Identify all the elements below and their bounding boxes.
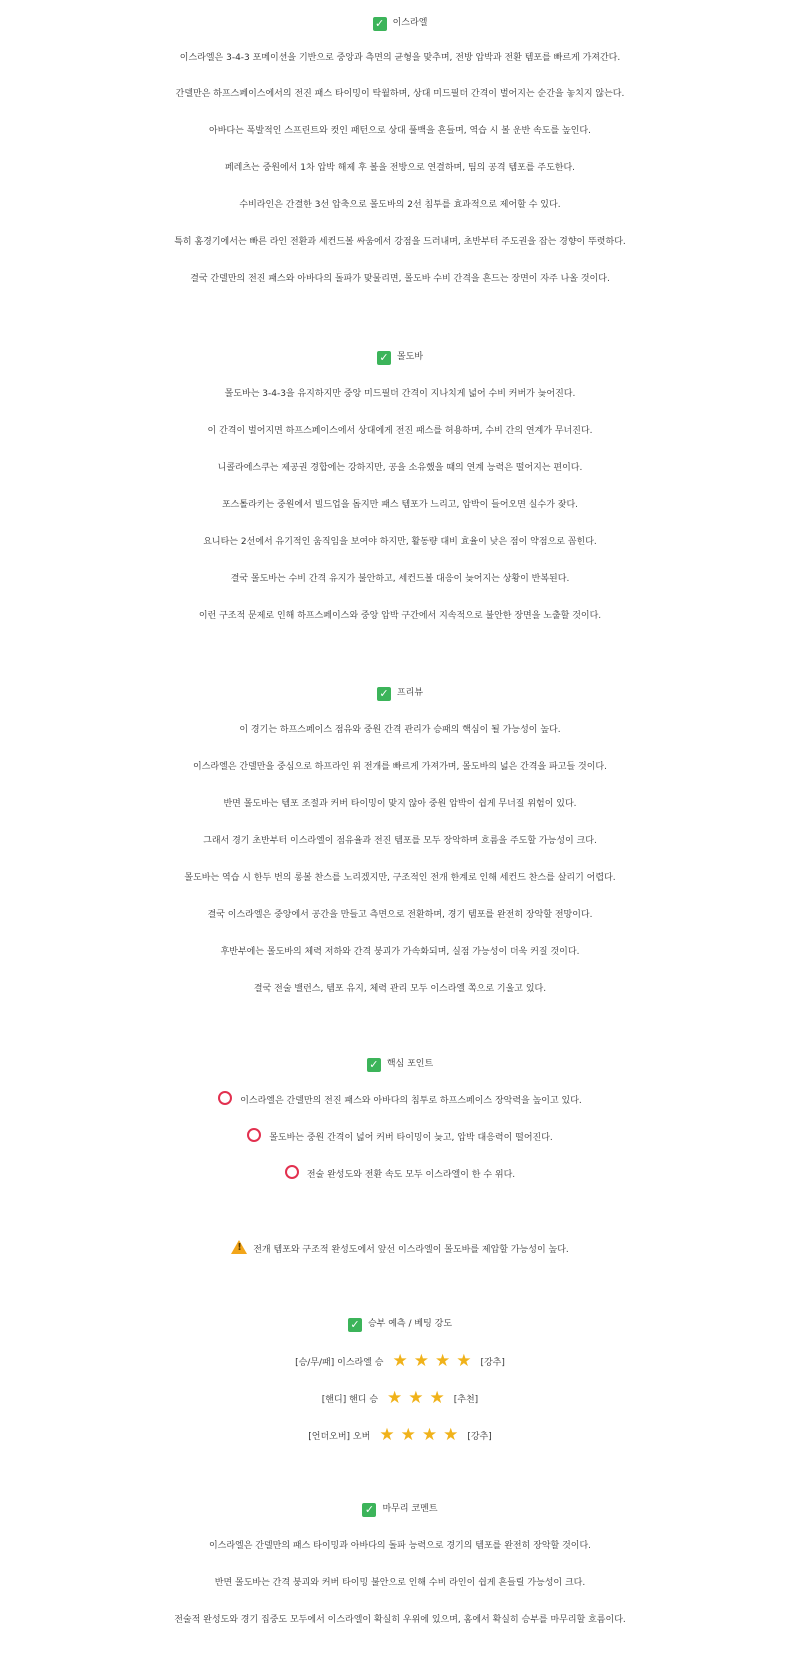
section-heading-prediction: ✓ 승부 예측 / 베팅 강도 (0, 1314, 800, 1334)
section-heading-israel: ✓ 이스라엘 (0, 13, 800, 33)
star-rating (384, 1388, 448, 1410)
paragraph-line: 니콜라에스쿠는 제공권 경합에는 강하지만, 공을 소유했을 때의 연계 능력은 떨어지는 편이다. (217, 463, 583, 473)
star-icon: ★ (387, 1388, 403, 1408)
star-icon: ★ (413, 1351, 429, 1371)
paragraph-line: 요니타는 2선에서 유기적인 움직임을 보여야 하지만, 활동량 대비 효율이 낮은 점이 약점으로 꼽힌다. (203, 537, 597, 547)
check-mark-icon: ✓ (362, 1503, 376, 1517)
list-item: 이스라엘은 간델만의 전진 패스와 아바다의 침투로 하프스페이스 장악력을 높이고 있다. (0, 1091, 800, 1111)
red-circle-icon (285, 1165, 299, 1179)
star-icon: ★ (429, 1388, 445, 1408)
star-icon: ★ (443, 1425, 459, 1445)
paragraph-line: 이스라엘은 3-4-3 포메이션을 기반으로 중앙과 측면의 균형을 맞추며, 전방 압박과 전환 템포를 빠르게 가져간다. (179, 53, 621, 63)
paragraph-line: 이스라엘은 간델만의 패스 타이밍과 아바다의 돌파 능력으로 경기의 템포를 완전히 장악할 것이다. (208, 1541, 592, 1551)
warning-line: !전개 템포와 구조적 완성도에서 앞선 이스라엘이 몰도바를 제압할 가능성이 높다. (0, 1240, 800, 1260)
paragraph-line: 결국 전술 밸런스, 템포 유지, 체력 관리 모두 이스라엘 쪽으로 기울고 있다. (253, 984, 547, 994)
check-mark-icon: ✓ (377, 687, 391, 701)
paragraph-line: 아바다는 폭발적인 스프린트와 컷인 패턴으로 상대 풀백을 흔들며, 역습 시 볼 운반 속도를 높인다. (209, 126, 591, 136)
paragraph-line: 반면 몰도바는 템포 조절과 커버 타이밍이 맞지 않아 중원 압박이 쉽게 무너질 위험이 있다. (223, 799, 577, 809)
prediction-label: [언더오버] 오버 (308, 1432, 371, 1442)
paragraph-line: 결국 몰도바는 수비 간격 유지가 불안하고, 세컨드볼 대응이 늦어지는 상황이 반복된다. (230, 574, 570, 584)
star-icon: ★ (456, 1351, 472, 1371)
star-icon: ★ (421, 1425, 438, 1445)
prediction-row (0, 1425, 800, 1445)
prediction-grade: [강추] (467, 1432, 492, 1442)
prediction-grade: [추천] (453, 1395, 479, 1405)
paragraph-line: 이런 구조적 문제로 인해 하프스페이스와 중앙 압박 구간에서 지속적으로 불안한 장면을 노출할 것이다. (198, 611, 602, 621)
paragraph-line: 결국 간델만의 전진 패스와 아바다의 돌파가 맞물리면, 몰도바 수비 간격을 흔드는 장면이 자주 나올 것이다. (190, 274, 610, 284)
prediction-row (0, 1388, 800, 1408)
paragraph-line: 특히 홈경기에서는 빠른 라인 전환과 세컨드볼 싸움에서 강점을 드러내며, 초반부터 주도권을 잡는 경향이 뚜렷하다. (174, 237, 626, 247)
star-icon: ★ (379, 1425, 395, 1445)
check-mark-icon: ✓ (377, 351, 391, 365)
star-icon: ★ (400, 1425, 416, 1445)
paragraph-line: 포스톨라키는 중원에서 빌드업을 돕지만 패스 템포가 느리고, 압박이 들어오면 실수가 잦다. (221, 500, 578, 510)
paragraph-line: 반면 몰도바는 간격 붕괴와 커버 타이밍 불안으로 인해 수비 라인이 쉽게 흔들릴 가능성이 크다. (214, 1578, 586, 1588)
star-rating (389, 1351, 474, 1373)
paragraph-line: 페레츠는 중원에서 1차 압박 해제 후 볼을 전방으로 연결하며, 팀의 공격 템포를 주도한다. (224, 163, 576, 173)
prediction-label: [승/무/패] 이스라엘 승 (295, 1358, 384, 1368)
section-heading-preview: ✓ 프리뷰 (0, 683, 800, 703)
prediction-grade: [강추] (480, 1358, 505, 1368)
star-icon: ★ (392, 1351, 408, 1371)
warning-icon (231, 1240, 247, 1254)
star-rating (376, 1425, 461, 1447)
check-mark-icon: ✓ (373, 17, 387, 31)
check-mark-icon: ✓ (367, 1058, 381, 1072)
paragraph-line: 몰도바는 역습 시 한두 번의 롱볼 찬스를 노리겠지만, 구조적인 전개 한계로 인해 세컨드 찬스를 살리기 어렵다. (184, 873, 616, 883)
section-heading-keypoints: ✓ 핵심 포인트 (0, 1054, 800, 1074)
section-heading-closing: ✓ 마무리 코멘트 (0, 1499, 800, 1519)
red-circle-icon (218, 1091, 232, 1105)
section-heading-moldova: ✓ 몰도바 (0, 347, 800, 367)
prediction-row (0, 1351, 800, 1371)
paragraph-line: 이 간격이 벌어지면 하프스페이스에서 상대에게 전진 패스를 허용하며, 수비 간의 연계가 무너진다. (207, 426, 593, 436)
red-circle-icon (247, 1128, 261, 1142)
paragraph-line: 이스라엘은 간델만을 중심으로 하프라인 위 전개를 빠르게 가져가며, 몰도바의 넓은 간격을 파고들 것이다. (193, 762, 607, 772)
paragraph-line: 수비라인은 간결한 3선 압축으로 몰도바의 2선 침투를 효과적으로 제어할 수 있다. (239, 200, 561, 210)
paragraph-line: 간델만은 하프스페이스에서의 전진 패스 타이밍이 탁월하며, 상대 미드필더 간격이 벌어지는 순간을 놓치지 않는다. (175, 89, 625, 99)
paragraph-line: 결국 이스라엘은 중앙에서 공간을 만들고 측면으로 전환하며, 경기 템포를 완전히 장악할 전망이다. (207, 910, 593, 920)
list-item: 전술 완성도와 전환 속도 모두 이스라엘이 한 수 위다. (0, 1165, 800, 1185)
paragraph-line: 그래서 경기 초반부터 이스라엘이 점유율과 전진 템포를 모두 장악하며 흐름을 주도할 가능성이 크다. (203, 836, 597, 846)
list-item: 몰도바는 중원 간격이 넓어 커버 타이밍이 늦고, 압박 대응력이 떨어진다. (0, 1128, 800, 1148)
star-icon: ★ (434, 1351, 451, 1371)
paragraph-line: 전술적 완성도와 경기 집중도 모두에서 이스라엘이 확실히 우위에 있으며, 홈에서 확실히 승부를 마무리할 흐름이다. (174, 1615, 626, 1625)
paragraph-line: 몰도바는 3-4-3을 유지하지만 중앙 미드필더 간격이 지나치게 넓어 수비 커버가 늦어진다. (224, 389, 576, 399)
check-mark-icon: ✓ (348, 1318, 362, 1332)
paragraph-line: 이 경기는 하프스페이스 점유와 중원 간격 관리가 승패의 핵심이 될 가능성이 높다. (239, 725, 561, 735)
prediction-label: [핸디] 핸디 승 (321, 1395, 379, 1405)
star-icon: ★ (408, 1388, 424, 1408)
paragraph-line: 후반부에는 몰도바의 체력 저하와 간격 붕괴가 가속화되며, 실점 가능성이 더욱 커질 것이다. (220, 947, 580, 957)
